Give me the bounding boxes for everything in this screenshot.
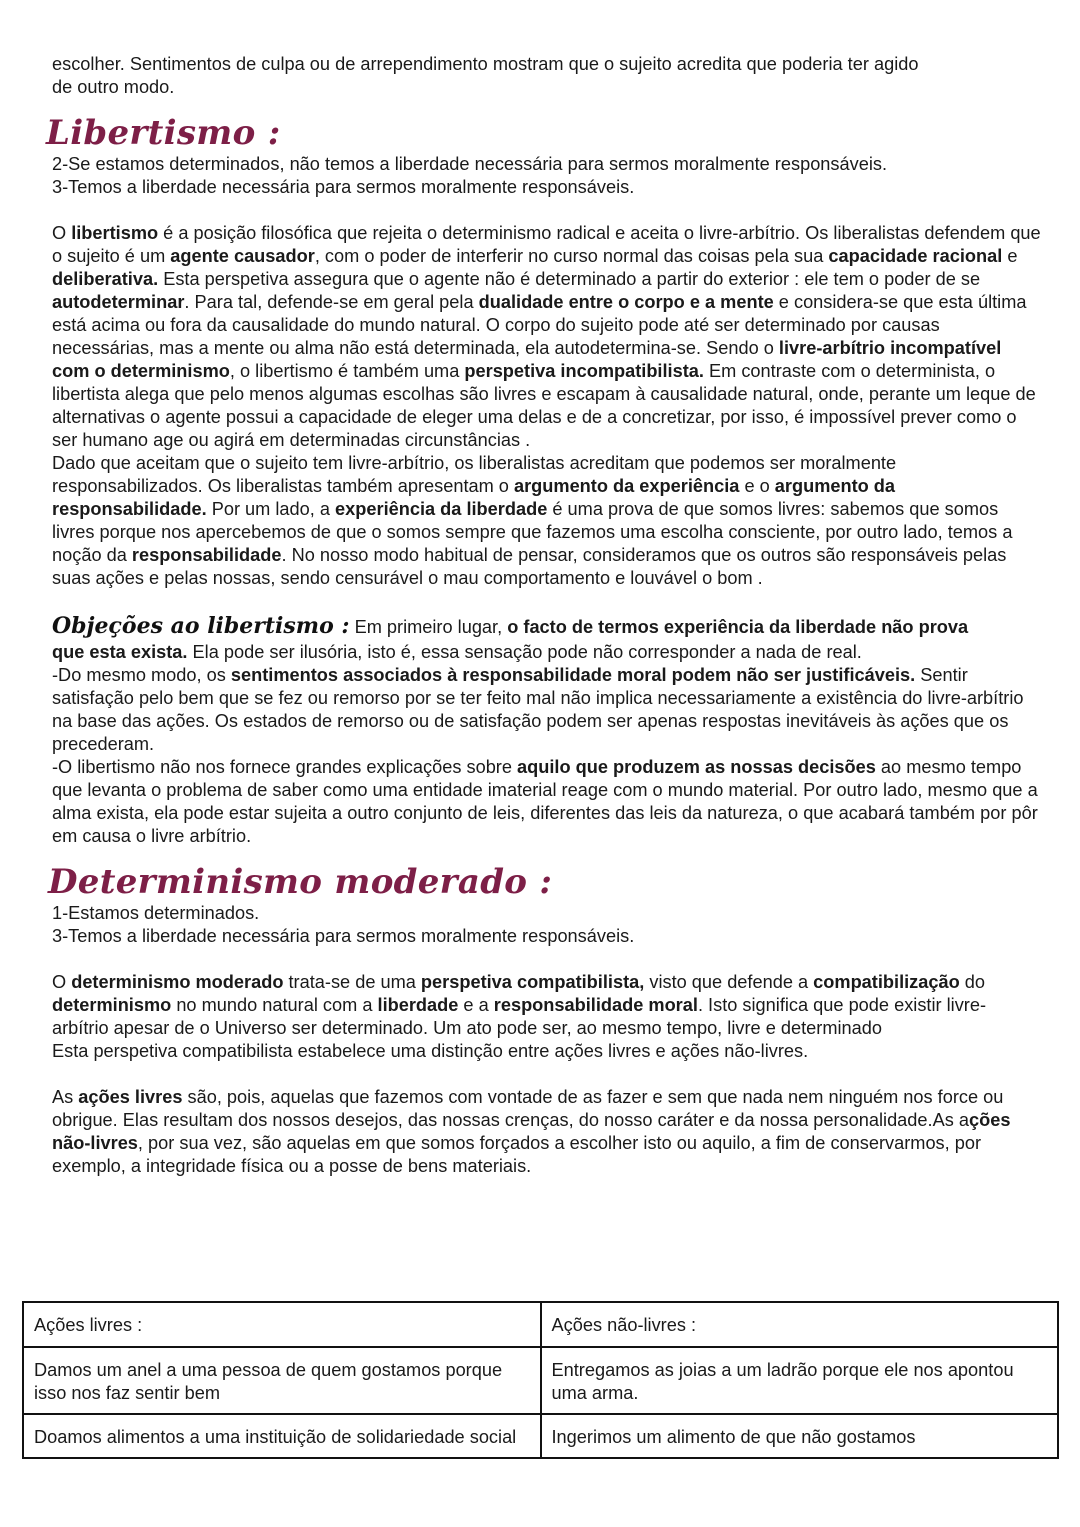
objecoes-paragraph-1: que esta exista. Ela pode ser ilusória, isto é, essa sensação pode não corresponder a nada de real. bbox=[52, 642, 862, 662]
emphasis-text: determinismo bbox=[52, 995, 172, 1015]
emphasis-text: liberdade bbox=[377, 995, 459, 1015]
moderado-heading: Determinismo moderado : bbox=[48, 862, 553, 902]
moderado-paragraph-2: Esta perspetiva compatibilista estabelece uma distinção entre ações livres e ações não-livres. bbox=[52, 1041, 809, 1061]
emphasis-text: argumento da responsabilidade. bbox=[52, 476, 896, 519]
intro-text bbox=[52, 53, 1042, 99]
table-cell: Entregamos as joias a um ladrão porque ele nos apontou uma arma. bbox=[541, 1347, 1059, 1414]
emphasis-text: dualidade entre o corpo e a mente bbox=[478, 292, 774, 312]
libertismo-premise-2: 2-Se estamos determinados, não temos a liberdade necessária para sermos moralmente responsáveis. bbox=[52, 154, 888, 174]
emphasis-text: livre-arbítrio incompatível com o determinismo bbox=[52, 338, 1002, 381]
moderado-paragraph-1: O determinismo moderado trata-se de uma perspetiva compatibilista, visto que defende a compatibilização do determinismo no mundo natural com a liberdade e a responsabilidade moral. Isto significa que pode existir livre-arbítrio apesar de o Universo ser determinado. Um ato pode ser, ao mesmo tempo, livre e determinado bbox=[52, 972, 987, 1038]
document-page bbox=[46, 53, 1042, 1178]
objecoes-paragraph-2: -Do mesmo modo, os sentimentos associados à responsabilidade moral podem não ser justificáveis. Sentir satisfação pelo bem que se fez ou remorso por se ter feito mal não implica necessariamente a existência do livre-arbítrio na base das ações. Os estados de remorso ou de satisfação podem ser apenas respostas inevitáveis às ações que os precederam. bbox=[52, 665, 1024, 754]
emphasis-text: aquilo que produzem as nossas decisões bbox=[517, 757, 876, 777]
objecoes-title: Objeções ao libertismo : bbox=[52, 613, 350, 639]
header-acoes-livres: Ações livres : bbox=[23, 1302, 541, 1347]
emphasis-text: responsabilidade moral bbox=[493, 995, 698, 1015]
libertismo-paragraph-1: O libertismo é a posição filosófica que rejeita o determinismo radical e aceita o livre-arbítrio. Os liberalistas defendem que o sujeito é um agente causador, com o poder de interferir no curso normal das coisas pela sua capacidade racional e deliberativa. Esta perspetiva assegura que o agente não é determinado a partir do exterior : ele tem o poder de se autodeterminar. Para tal, defende-se em geral pela dualidade entre o corpo e a mente e considera-se que esta última está acima ou fora da causalidade do mundo natural. O corpo do sujeito pode até ser determinado por causas necessárias, mas a mente ou alma não está determinada, ela autodetermina-se. Sendo o livre-arbítrio incompatível com o determinismo, o libertismo é também uma perspetiva incompatibilista. Em contraste com o determinista, o libertista alega que pelo menos algumas escolhas são livres e escapam à causalidade natural, onde, perante um leque de alternativas o agente possui a capacidade de eleger uma delas e de a concretizar, por isso, é impossível prever como o ser humano age ou agirá em determinadas circunstâncias . bbox=[52, 223, 1041, 450]
emphasis-text: perspetiva incompatibilista. bbox=[464, 361, 704, 381]
libertismo-heading: Libertismo : bbox=[46, 113, 281, 153]
moderado-premise-3: 3-Temos a liberdade necessária para sermos moralmente responsáveis. bbox=[52, 926, 635, 946]
table-cell: Doamos alimentos a uma instituição de solidariedade social bbox=[23, 1414, 541, 1458]
table-header-row bbox=[23, 1302, 1058, 1347]
emphasis-text: deliberativa. bbox=[52, 269, 159, 289]
emphasis-text: determinismo moderado bbox=[71, 972, 284, 992]
moderado-premises bbox=[52, 902, 1042, 948]
objecoes-paragraph-3: -O libertismo não nos fornece grandes explicações sobre aquilo que produzem as nossas decisões ao mesmo tempo que levanta o problema de saber como uma entidade imaterial reage com o mundo material. Por outro lado, mesmo que a alma exista, ela pode estar sujeita a outro conjunto de leis, diferentes das leis da natureza, o que acabará também por pôr em causa o livre arbítrio. bbox=[52, 757, 1038, 846]
table-cell: Damos um anel a uma pessoa de quem gostamos porque isso nos faz sentir bem bbox=[23, 1347, 541, 1414]
libertismo-paragraph-2: Dado que aceitam que o sujeito tem livre-arbítrio, os liberalistas acreditam que podemos ser moralmente responsabilizados. Os liberalistas também apresentam o argumento da experiência e o argumento da responsabilidade. Por um lado, a experiência da liberdade é uma prova de que somos livres: sabemos que somos livres porque nos apercebemos de que o somos sempre que fazemos uma escolha consciente, por outro lado, temos a noção da responsabilidade. No nosso modo habitual de pensar, consideramos que os outros são responsáveis pelas suas ações e pelas nossas, sendo censurável o mau comportamento e louvável o bom . bbox=[52, 453, 1013, 588]
emphasis-text: autodeterminar bbox=[52, 292, 185, 312]
emphasis-text: libertismo bbox=[71, 223, 159, 243]
emphasis-text: agente causador bbox=[170, 246, 315, 266]
libertismo-premise-3: 3-Temos a liberdade necessária para sermos moralmente responsáveis. bbox=[52, 177, 635, 197]
moderado-premise-1: 1-Estamos determinados. bbox=[52, 903, 260, 923]
intro-line-1: escolher. Sentimentos de culpa ou de arrependimento mostram que o sujeito acredita que poderia ter agido bbox=[52, 54, 919, 74]
emphasis-text: compatibilização bbox=[813, 972, 960, 992]
emphasis-text: capacidade racional bbox=[828, 246, 1003, 266]
libertismo-premises bbox=[52, 153, 1042, 199]
table-row bbox=[23, 1414, 1058, 1458]
emphasis-text: argumento da experiência bbox=[513, 476, 740, 496]
objecoes-intro: Em primeiro lugar, o facto de termos experiência da liberdade não prova bbox=[349, 617, 969, 637]
header-acoes-nao-livres: Ações não-livres : bbox=[541, 1302, 1059, 1347]
emphasis-text: o facto de termos experiência da liberdade não prova bbox=[507, 617, 969, 637]
intro-line-2: de outro modo. bbox=[52, 77, 175, 97]
emphasis-text: perspetiva compatibilista, bbox=[420, 972, 645, 992]
table-row bbox=[23, 1347, 1058, 1414]
emphasis-text: experiência da liberdade bbox=[335, 499, 548, 519]
emphasis-text: ações livres bbox=[78, 1087, 183, 1107]
emphasis-text: que esta exista. bbox=[52, 642, 188, 662]
table-cell: Ingerimos um alimento de que não gostamos bbox=[541, 1414, 1059, 1458]
emphasis-text: ções não-livres bbox=[52, 1110, 1011, 1153]
emphasis-text: responsabilidade bbox=[131, 545, 282, 565]
objecoes-first-line bbox=[52, 612, 1042, 641]
emphasis-text: sentimentos associados à responsabilidade moral podem não ser justificáveis. bbox=[230, 665, 916, 685]
comparison-table bbox=[22, 1301, 1059, 1459]
moderado-paragraph-3: As ações livres são, pois, aquelas que fazemos com vontade de as fazer e sem que nada nem ninguém nos force ou obrigue. Elas resultam dos nossos desejos, das nossas crenças, do nosso caráter e da nossa personalidade.As ações não-livres, por sua vez, são aquelas em que somos forçados a escolher isto ou aquilo, a fim de conservarmos, por exemplo, a integridade física ou a posse de bens materiais. bbox=[52, 1087, 1011, 1176]
